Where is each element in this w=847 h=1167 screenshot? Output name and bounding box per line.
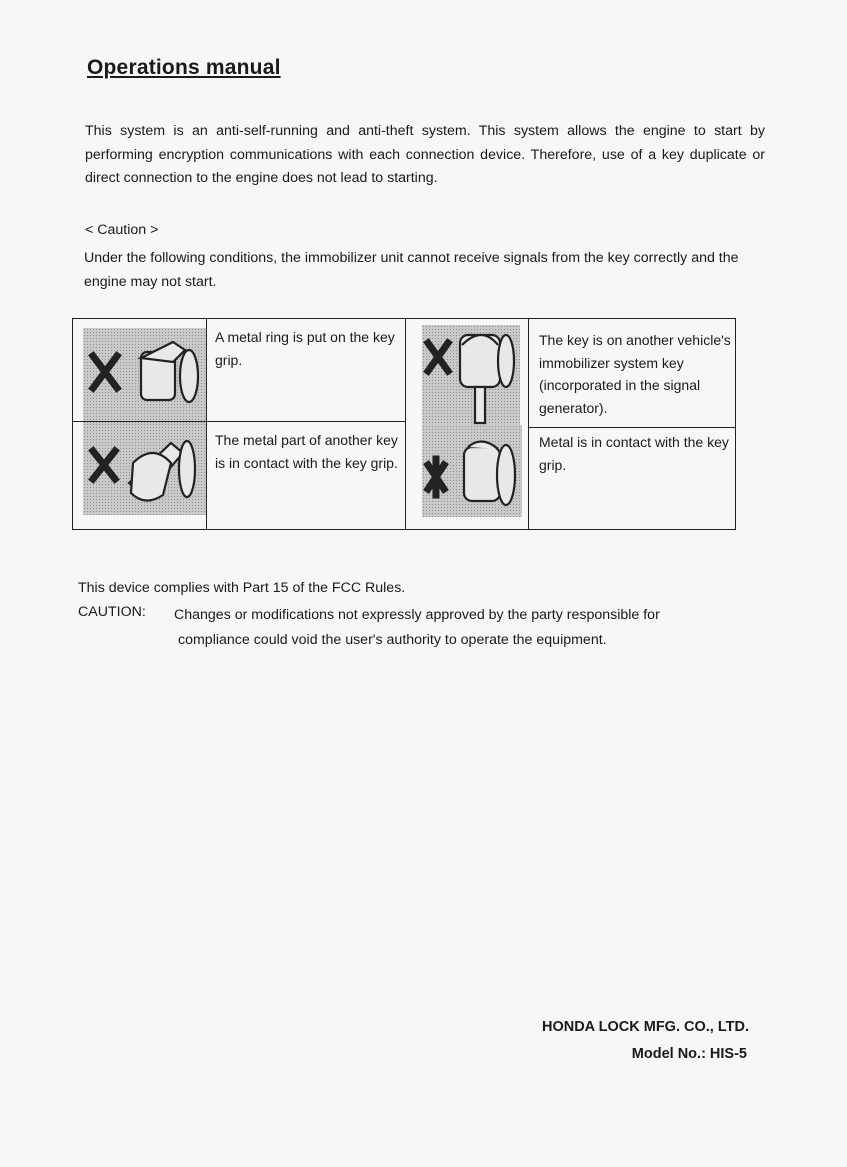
fcc-caution-label: CAUTION:: [78, 604, 146, 620]
caution-body: Under the following conditions, the immobilizer unit cannot receive signals from the key correctly and the engine may not start.: [84, 250, 739, 290]
condition-2-text: The key is on another vehicle's immobilizer system key (incorporated in the signal generator).: [539, 332, 731, 416]
condition-4-text: Metal is in contact with the key grip.: [539, 434, 729, 473]
key-with-metal-ring-icon: [83, 328, 207, 424]
page-title: Operations manual: [87, 56, 281, 79]
condition-4-image: [422, 425, 522, 517]
fcc-caution-line-1: Changes or modifications not expressly approved by the party responsible for: [174, 607, 660, 623]
key-grip-metal-contact-icon: [422, 425, 522, 517]
caution-heading: < Caution >: [85, 222, 159, 238]
table-divider: [206, 319, 207, 529]
intro-paragraph: This system is an anti-self-running and anti-theft system. This system allows the engine to start by performing encryption communications with each connection device. Therefore, use of a key duplicate or direct connection to the engine does not lead to starting.: [85, 123, 765, 186]
condition-2-image: [422, 325, 520, 425]
condition-1-image: [83, 328, 207, 424]
fcc-caution-line-2: compliance could void the user's authority to operate the equipment.: [178, 632, 607, 648]
table-divider: [405, 319, 406, 529]
table-divider: [528, 427, 736, 428]
key-touching-another-key-icon: [83, 423, 207, 515]
key-on-another-key-icon: [422, 325, 520, 425]
company-name: HONDA LOCK MFG. CO., LTD.: [541, 1019, 749, 1035]
condition-1-text: A metal ring is put on the key grip.: [215, 329, 395, 368]
conditions-table: [72, 318, 736, 530]
fcc-statement: This device complies with Part 15 of the FCC Rules.: [78, 580, 406, 596]
table-divider: [528, 319, 529, 529]
table-divider: [73, 421, 405, 422]
condition-3-image: [83, 423, 207, 515]
condition-3-text: The metal part of another key is in contact with the key grip.: [215, 432, 398, 471]
model-number: Model No.: HIS-5: [631, 1046, 747, 1062]
